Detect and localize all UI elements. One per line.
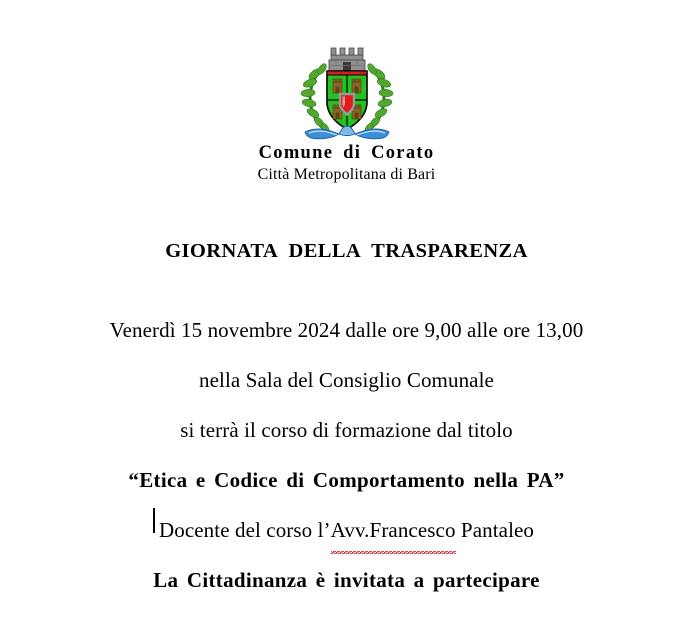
invitation-line: La Cittadinanza è invitata a partecipare bbox=[153, 568, 540, 592]
speaker-prefix: Docente del corso l’ bbox=[158, 518, 331, 542]
event-location-line: nella Sala del Consiglio Comunale bbox=[199, 368, 494, 392]
speaker-line bbox=[0, 505, 693, 555]
crest-container bbox=[0, 44, 693, 142]
mural-crown-icon bbox=[329, 48, 365, 71]
speaker-line-inner bbox=[159, 505, 534, 555]
wreath-right-branch bbox=[363, 62, 393, 134]
metropolitan-city-name: Città Metropolitana di Bari bbox=[257, 166, 436, 183]
comune-name: Comune di Corato bbox=[258, 143, 435, 163]
wreath-left-branch bbox=[300, 62, 330, 134]
text-caret bbox=[153, 508, 155, 533]
body-block bbox=[0, 305, 693, 605]
header-block bbox=[0, 143, 693, 185]
shield-icon bbox=[327, 71, 367, 129]
course-title-line: “Etica e Codice di Comportamento nella PA” bbox=[128, 468, 565, 492]
event-intro-line: si terrà il corso di formazione dal titolo bbox=[180, 418, 513, 442]
page-title: GIORNATA DELLA TRASPARENZA bbox=[165, 240, 528, 262]
ribbon-icon bbox=[305, 126, 389, 139]
spellcheck-misspelled-word[interactable]: Avv.Francesco bbox=[331, 505, 456, 555]
event-datetime-line: Venerdì 15 novembre 2024 dalle ore 9,00 alle ore 13,00 bbox=[109, 318, 584, 342]
speaker-suffix: Pantaleo bbox=[455, 518, 535, 542]
comune-di-corato-coat-of-arms-icon bbox=[299, 44, 395, 142]
